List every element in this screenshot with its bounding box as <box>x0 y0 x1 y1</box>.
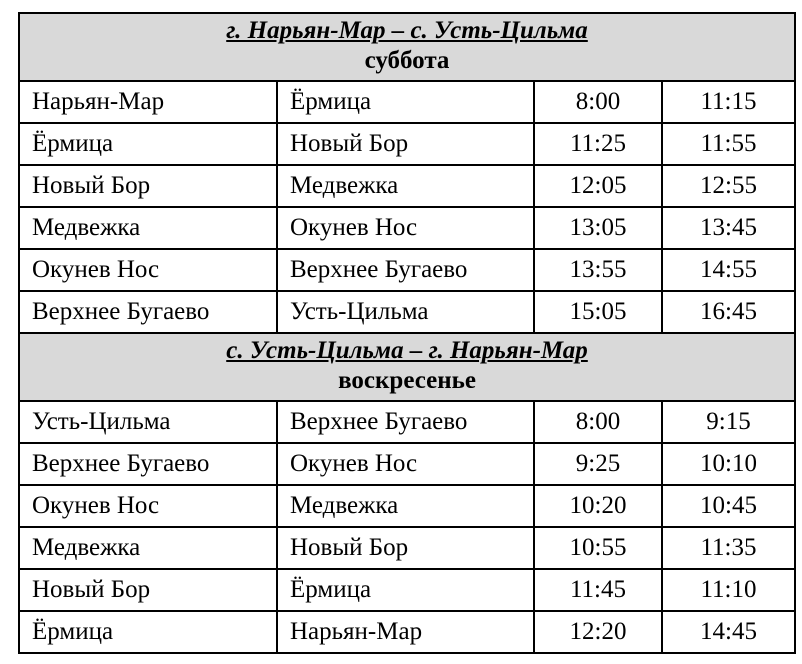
section-header-row <box>19 333 795 401</box>
from-stop-cell: Окунев Нос <box>19 485 277 527</box>
table-row <box>19 291 795 333</box>
depart-time-cell: 8:00 <box>534 401 662 443</box>
to-stop-cell: Окунев Нос <box>277 443 534 485</box>
arrive-time-cell: 10:10 <box>662 443 795 485</box>
table-row <box>19 611 795 653</box>
arrive-time-cell: 11:35 <box>662 527 795 569</box>
arrive-time-cell: 14:45 <box>662 611 795 653</box>
day-label: воскресенье <box>338 367 476 394</box>
to-stop-cell: Медвежка <box>277 485 534 527</box>
table-row <box>19 485 795 527</box>
table-row <box>19 81 795 123</box>
depart-time-cell: 8:00 <box>534 81 662 123</box>
depart-time-cell: 9:25 <box>534 443 662 485</box>
arrive-time-cell: 16:45 <box>662 291 795 333</box>
from-stop-cell: Новый Бор <box>19 165 277 207</box>
arrive-time-cell: 9:15 <box>662 401 795 443</box>
from-stop-cell: Медвежка <box>19 207 277 249</box>
table-row <box>19 123 795 165</box>
table-row <box>19 207 795 249</box>
from-stop-cell: Ёрмица <box>19 123 277 165</box>
to-stop-cell: Окунев Нос <box>277 207 534 249</box>
depart-time-cell: 10:55 <box>534 527 662 569</box>
table-row <box>19 249 795 291</box>
depart-time-cell: 12:05 <box>534 165 662 207</box>
to-stop-cell: Медвежка <box>277 165 534 207</box>
day-label: суббота <box>364 47 450 74</box>
depart-time-cell: 13:55 <box>534 249 662 291</box>
arrive-time-cell: 11:10 <box>662 569 795 611</box>
from-stop-cell: Окунев Нос <box>19 249 277 291</box>
route-title: с. Усть-Цильма – г. Нарьян-Мар <box>226 337 588 364</box>
arrive-time-cell: 12:55 <box>662 165 795 207</box>
arrive-time-cell: 11:55 <box>662 123 795 165</box>
from-stop-cell: Усть-Цильма <box>19 401 277 443</box>
to-stop-cell: Верхнее Бугаево <box>277 249 534 291</box>
arrive-time-cell: 10:45 <box>662 485 795 527</box>
table-row <box>19 527 795 569</box>
to-stop-cell: Новый Бор <box>277 123 534 165</box>
arrive-time-cell: 11:15 <box>662 81 795 123</box>
from-stop-cell: Нарьян-Мар <box>19 81 277 123</box>
from-stop-cell: Новый Бор <box>19 569 277 611</box>
arrive-time-cell: 13:45 <box>662 207 795 249</box>
from-stop-cell: Верхнее Бугаево <box>19 291 277 333</box>
from-stop-cell: Ёрмица <box>19 611 277 653</box>
table-row <box>19 401 795 443</box>
from-stop-cell: Верхнее Бугаево <box>19 443 277 485</box>
to-stop-cell: Верхнее Бугаево <box>277 401 534 443</box>
table-row <box>19 569 795 611</box>
section-header-row <box>19 13 795 81</box>
depart-time-cell: 15:05 <box>534 291 662 333</box>
route-title: г. Нарьян-Мар – с. Усть-Цильма <box>226 17 588 44</box>
table-row <box>19 443 795 485</box>
section-header <box>19 333 795 401</box>
depart-time-cell: 12:20 <box>534 611 662 653</box>
table-row <box>19 165 795 207</box>
to-stop-cell: Ёрмица <box>277 569 534 611</box>
depart-time-cell: 11:45 <box>534 569 662 611</box>
to-stop-cell: Новый Бор <box>277 527 534 569</box>
section-header <box>19 13 795 81</box>
depart-time-cell: 10:20 <box>534 485 662 527</box>
to-stop-cell: Ёрмица <box>277 81 534 123</box>
from-stop-cell: Медвежка <box>19 527 277 569</box>
depart-time-cell: 13:05 <box>534 207 662 249</box>
depart-time-cell: 11:25 <box>534 123 662 165</box>
schedule-table <box>18 12 796 654</box>
arrive-time-cell: 14:55 <box>662 249 795 291</box>
to-stop-cell: Усть-Цильма <box>277 291 534 333</box>
to-stop-cell: Нарьян-Мар <box>277 611 534 653</box>
